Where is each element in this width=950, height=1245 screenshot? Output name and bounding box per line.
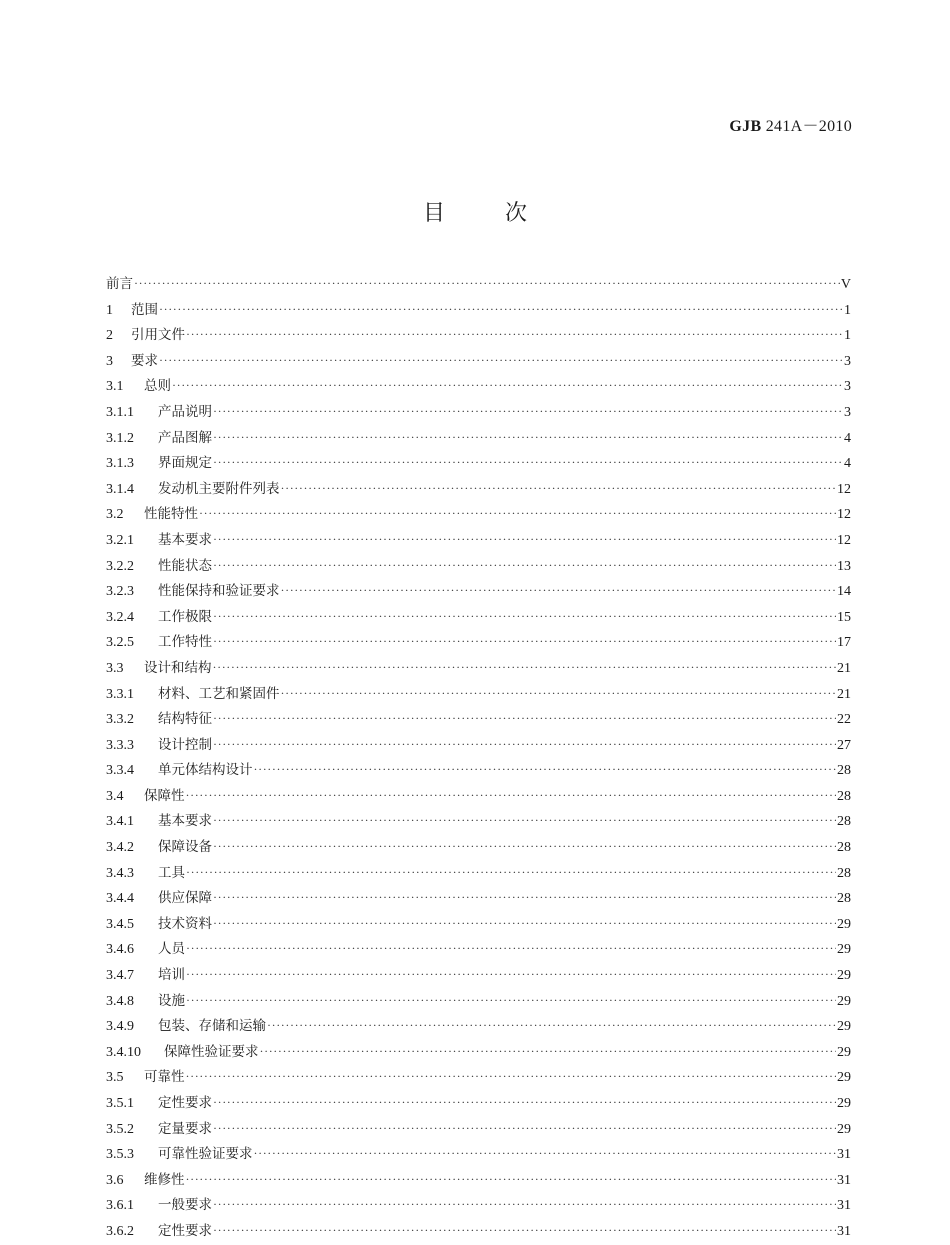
toc-entry-number: 3.2 [106, 507, 124, 523]
toc-entry[interactable] [106, 323, 851, 349]
toc-entry[interactable] [106, 477, 851, 503]
toc-entry-page: 28 [837, 840, 851, 856]
toc-leader-dots [134, 276, 840, 291]
toc-entry-page: 31 [837, 1172, 851, 1188]
toc-entry-number: 1 [106, 302, 113, 318]
toc-entry-title: 基本要求 [158, 813, 212, 830]
toc-entry-page: 27 [837, 737, 851, 753]
toc-leader-dots [199, 506, 836, 521]
toc-leader-dots [213, 1223, 836, 1238]
toc-entry[interactable] [106, 426, 851, 452]
toc-entry[interactable] [106, 682, 851, 708]
toc-entry-title: 工作极限 [158, 608, 212, 625]
toc-entry-page: 14 [837, 584, 851, 600]
toc-entry-title: 定性要求 [158, 1095, 212, 1111]
toc-entry-number: 3.4.5 [106, 916, 134, 932]
toc-leader-dots [186, 993, 836, 1008]
toc-entry[interactable] [106, 835, 851, 861]
toc-entry-page: 29 [837, 1019, 851, 1035]
toc-leader-dots [186, 327, 843, 342]
toc-entry-title: 设计和结构 [144, 659, 212, 676]
toc-leader-dots [213, 558, 836, 573]
toc-entry[interactable] [106, 528, 851, 554]
toc-entry-page: 29 [837, 1070, 851, 1086]
toc-entry[interactable] [106, 1168, 851, 1194]
toc-entry-number: 3.4.8 [106, 993, 134, 1009]
toc-entry-title: 产品说明 [158, 403, 212, 420]
toc-entry[interactable] [106, 400, 851, 426]
toc-entry-page: 22 [837, 712, 851, 728]
toc-entry-page: 29 [837, 1096, 851, 1111]
toc-entry-page: 3 [844, 379, 851, 395]
toc-entry-number: 3.3.4 [106, 763, 134, 779]
toc-leader-dots [213, 404, 843, 419]
toc-entry-title: 包装、存储和运输 [158, 1018, 266, 1035]
toc-entry[interactable] [106, 886, 851, 912]
toc-leader-dots [260, 1044, 837, 1059]
toc-entry-title: 性能特性 [144, 506, 198, 523]
toc-entry-number: 3.2.1 [106, 532, 134, 548]
toc-entry-number: 3.1.2 [106, 430, 134, 446]
toc-entry[interactable] [106, 1091, 851, 1117]
toc-entry-page: 29 [837, 942, 851, 958]
toc-entry-page: 21 [837, 686, 851, 702]
toc-entry[interactable] [106, 298, 851, 324]
toc-entry-page: 31 [837, 1198, 851, 1214]
toc-leader-dots [186, 1172, 837, 1187]
toc-entry[interactable] [106, 733, 851, 759]
toc-entry-page: 29 [837, 916, 851, 932]
toc-entry[interactable] [106, 809, 851, 835]
toc-entry-title: 技术资料 [158, 915, 212, 932]
toc-entry-number: 3.4.2 [106, 840, 134, 856]
toc-entry-page: 29 [837, 1044, 851, 1060]
toc-entry-number: 3.3.3 [106, 737, 134, 753]
toc-entry[interactable] [106, 374, 851, 400]
toc-entry-number: 3.4.4 [106, 891, 134, 907]
toc-entry[interactable] [106, 1142, 851, 1168]
toc-entry-page: 29 [837, 993, 851, 1009]
toc-entry-number: 3.6.1 [106, 1198, 134, 1214]
toc-entry[interactable] [106, 861, 851, 887]
toc-entry-title: 工具 [158, 864, 185, 881]
toc-entry-number: 3.5.3 [106, 1147, 134, 1163]
toc-leader-dots [186, 865, 836, 880]
toc-entry-number: 3.1.1 [106, 404, 134, 420]
toc-leader-dots [213, 634, 836, 649]
toc-leader-dots [213, 430, 843, 445]
toc-entry-title: 可靠性验证要求 [158, 1146, 253, 1163]
toc-entry-page: V [840, 277, 851, 292]
toc-entry-page: 31 [837, 1147, 851, 1163]
toc-entry[interactable] [106, 656, 851, 682]
toc-entry-page: 12 [837, 532, 851, 548]
toc-entry-page: 12 [837, 507, 851, 523]
toc-entry-page: 29 [837, 968, 851, 984]
toc-entry-page: 4 [844, 430, 851, 446]
toc-entry-title: 培训 [158, 967, 185, 984]
toc-entry[interactable] [106, 912, 851, 938]
toc-leader-dots [281, 686, 837, 701]
toc-entry-number: 3.1 [106, 379, 124, 395]
toc-entry-title: 单元体结构设计 [158, 762, 253, 779]
toc-entry-title: 保障设备 [158, 839, 212, 856]
toc-entry-number: 3.6.2 [106, 1223, 134, 1239]
toc-entry-number: 3.2.4 [106, 609, 134, 625]
toc-entry-number: 3.5.2 [106, 1121, 134, 1137]
document-code-number: 241A－2010 [761, 118, 852, 135]
toc-entry-page: 31 [837, 1223, 851, 1239]
toc-leader-dots [254, 762, 837, 777]
toc-entry-number: 3.4.7 [106, 968, 134, 984]
toc-leader-dots [213, 455, 843, 470]
toc-entry-number: 3.3 [106, 660, 124, 676]
page-title: 目次 [422, 201, 587, 226]
toc-entry-number: 3.4.1 [106, 814, 134, 830]
toc-leader-dots [267, 1018, 836, 1033]
toc-entry-title: 供应保障 [158, 890, 212, 907]
toc-entry[interactable] [106, 1040, 851, 1066]
toc-entry-number: 3.2.2 [106, 558, 134, 574]
toc-entry-title: 工作特性 [158, 634, 212, 651]
toc-leader-dots [213, 532, 836, 547]
toc-entry-title: 一般要求 [158, 1197, 212, 1214]
toc-entry-page: 1 [844, 328, 851, 344]
toc-entry[interactable] [106, 502, 851, 528]
toc-entry-page: 28 [837, 763, 851, 779]
toc-leader-dots [213, 660, 837, 675]
toc-entry-page: 21 [837, 660, 851, 676]
toc-entry[interactable] [106, 1065, 851, 1091]
toc-entry-number: 3 [106, 353, 113, 369]
toc-entry-page: 15 [837, 609, 851, 625]
document-code-prefix: GJB [729, 118, 762, 135]
toc-leader-dots [213, 890, 836, 905]
toc-entry-title: 设施 [158, 992, 185, 1009]
toc-entry-title: 前言 [106, 276, 133, 292]
toc-entry-title: 材料、工艺和紧固件 [158, 685, 280, 702]
toc-leader-dots [281, 583, 837, 598]
toc-entry-title: 定性要求 [158, 1222, 212, 1239]
toc-entry-page: 17 [837, 635, 851, 651]
toc-entry-number: 3.1.3 [106, 456, 134, 472]
toc-entry-title: 性能状态 [158, 557, 212, 574]
toc-entry-page: 28 [837, 788, 851, 804]
toc-entry-number: 3.5 [106, 1070, 124, 1086]
toc-entry-title: 人员 [158, 941, 185, 958]
toc-leader-dots [213, 1197, 836, 1212]
toc-entry-title: 维修性 [144, 1171, 185, 1188]
toc-entry-page: 13 [837, 558, 851, 574]
toc-entry[interactable] [106, 989, 851, 1015]
toc-entry-title: 设计控制 [158, 736, 212, 753]
toc-entry-number: 3.4.3 [106, 865, 134, 881]
toc-leader-dots [213, 609, 836, 624]
toc-entry-number: 3.2.5 [106, 635, 134, 651]
toc-entry-number: 3.2.3 [106, 584, 134, 600]
toc-entry[interactable] [106, 349, 851, 375]
toc-entry[interactable] [106, 758, 851, 784]
toc-entry-title: 引用文件 [131, 327, 185, 344]
toc-entry-number: 3.4.6 [106, 942, 134, 958]
toc-entry-page: 28 [837, 814, 851, 830]
toc-leader-dots [213, 916, 836, 931]
toc-entry-page: 28 [837, 865, 851, 881]
toc-entry-page: 12 [837, 481, 851, 497]
toc-entry-title: 要求 [131, 352, 158, 369]
toc-leader-dots [186, 1069, 837, 1084]
toc-entry-number: 2 [106, 328, 113, 344]
toc-entry[interactable] [106, 630, 851, 656]
toc-entry[interactable] [106, 272, 851, 298]
toc-entry-title: 性能保持和验证要求 [158, 583, 280, 600]
toc-entry-title: 结构特征 [158, 711, 212, 728]
toc-leader-dots [159, 302, 843, 317]
toc-leader-dots [159, 353, 843, 368]
toc-leader-dots [186, 788, 837, 803]
toc-leader-dots [213, 1095, 836, 1110]
toc-entry-title: 范围 [131, 301, 158, 318]
toc-entry-title: 界面规定 [158, 455, 212, 472]
document-code [729, 113, 852, 136]
toc-entry-number: 3.4 [106, 788, 124, 804]
toc-leader-dots [186, 941, 836, 956]
toc-leader-dots [213, 1121, 836, 1136]
toc-entry-page: 4 [844, 456, 851, 472]
toc-entry[interactable] [106, 1014, 851, 1040]
toc-entry[interactable] [106, 963, 851, 989]
toc-entry[interactable] [106, 1117, 851, 1143]
toc-entry[interactable] [106, 579, 851, 605]
toc-leader-dots [254, 1146, 837, 1161]
toc-entry-title: 定量要求 [158, 1120, 212, 1137]
toc-entry[interactable] [106, 554, 851, 580]
toc-entry[interactable] [106, 1193, 851, 1219]
toc-entry[interactable] [106, 605, 851, 631]
toc-leader-dots [213, 711, 836, 726]
toc-entry-number: 3.3.1 [106, 686, 134, 702]
toc-entry-page: 3 [844, 404, 851, 420]
toc-entry-title: 基本要求 [158, 531, 212, 548]
toc-entry-title: 可靠性 [144, 1069, 185, 1086]
toc-entry-title: 发动机主要附件列表 [158, 480, 280, 497]
toc-leader-dots [213, 813, 836, 828]
toc-entry-page: 3 [844, 353, 851, 369]
toc-entry-number: 3.4.9 [106, 1019, 134, 1035]
toc-entry[interactable] [106, 1219, 851, 1245]
toc-entry-title: 产品图解 [158, 429, 212, 446]
toc-entry-number: 3.4.10 [106, 1044, 141, 1060]
toc-entry-number: 3.6 [106, 1172, 124, 1188]
toc-entry-page: 1 [844, 302, 851, 318]
toc-entry-number: 3.5.1 [106, 1096, 134, 1111]
toc-entry[interactable] [106, 707, 851, 733]
toc-entry-page: 28 [837, 891, 851, 907]
toc-entry-title: 保障性验证要求 [164, 1043, 259, 1060]
toc-entry-title: 保障性 [144, 787, 185, 804]
toc-leader-dots [281, 481, 837, 496]
toc-entry[interactable] [106, 937, 851, 963]
toc-leader-dots [186, 967, 836, 982]
table-of-contents [106, 272, 851, 1245]
toc-entry-number: 3.1.4 [106, 481, 134, 497]
toc-entry[interactable] [106, 784, 851, 810]
toc-entry-page: 29 [837, 1121, 851, 1137]
toc-entry[interactable] [106, 451, 851, 477]
toc-leader-dots [213, 839, 836, 854]
toc-entry-number: 3.3.2 [106, 712, 134, 728]
toc-leader-dots [213, 737, 836, 752]
toc-leader-dots [172, 378, 843, 393]
toc-entry-title: 总则 [144, 378, 171, 395]
